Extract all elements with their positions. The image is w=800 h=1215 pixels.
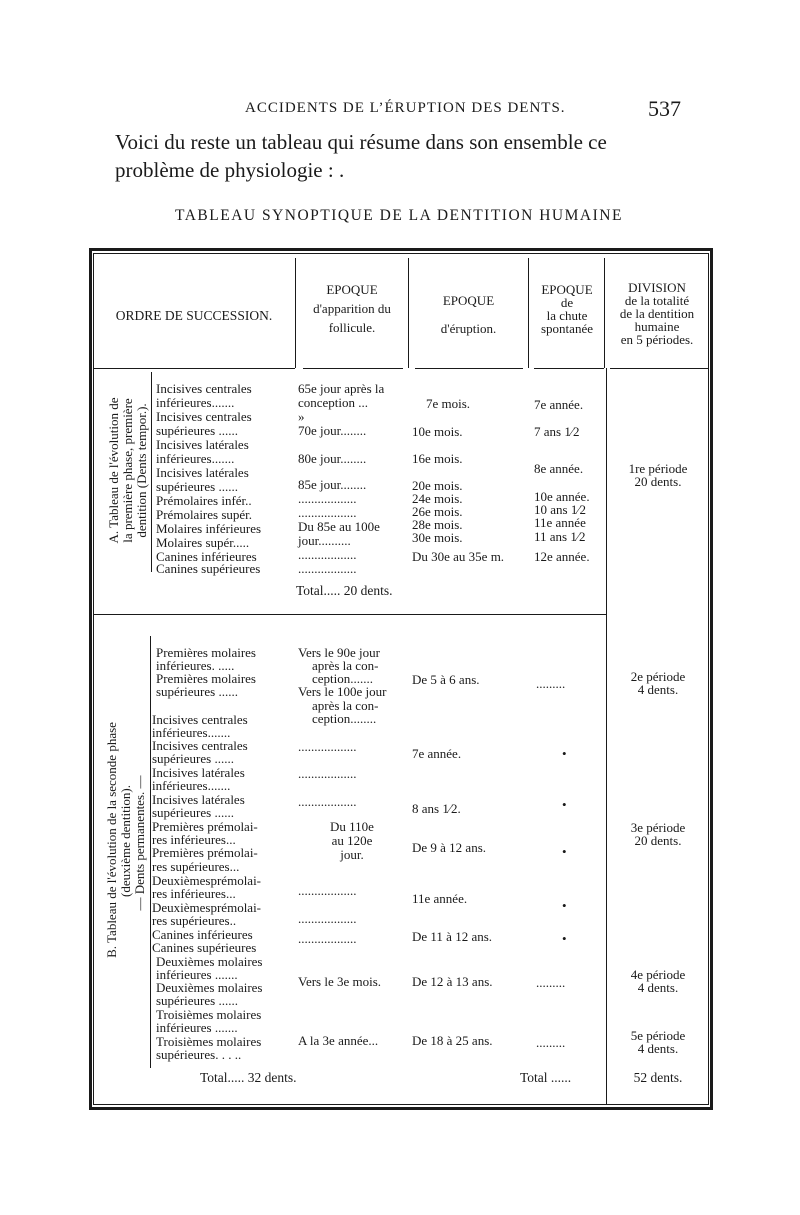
a-tooth-3: Incisives centrales [156,409,252,424]
b-total: Total..... 32 dents. [200,1070,297,1085]
table-title: TABLEAU SYNOPTIQUE DE LA DENTITION HUMAINE [175,207,623,224]
b-tooth-17: Deuxièmesprémolai- [152,873,262,888]
header-rule-b [303,368,403,369]
a-division-count: 20 dents. [634,474,682,489]
b-follicule-12: jour. [340,847,364,862]
b-tooth-10: inférieures....... [152,778,231,793]
b-tooth-23: Deuxièmes molaires [156,954,263,969]
a-tooth-11: Molaires inférieures [156,521,262,536]
b-tooth-14: res inférieures... [152,832,236,847]
b-follicule-16: Vers le 3e mois. [298,974,382,989]
header-rule-e [610,368,708,369]
b-chute-4: • [562,844,567,859]
a-eruption-9: Du 30e au 35e m. [412,549,505,564]
b-follicule-6: ception........ [312,711,377,726]
b-chute-6: • [562,931,567,946]
b-tooth-24: inférieures ....... [156,967,238,982]
col-head-division-2: de la totalité [624,293,690,308]
header-rule-c [415,368,523,369]
b-tooth-4: supérieures ...... [156,684,238,699]
b-tooth-25: Deuxièmes molaires [156,980,263,995]
b-follicule-11: au 120e [331,833,373,848]
b-tooth-9: Incisives latérales [152,765,245,780]
b-chute-2: • [562,746,567,761]
a-eruption-8: 30e mois. [412,530,463,545]
b-chute-1: ......... [536,676,566,691]
col-rule-2-header [408,258,409,368]
b-tooth-3: Premières molaires [156,671,256,686]
b-tooth-18: res inférieures... [152,886,236,901]
a-eruption-6: 26e mois. [412,504,463,519]
a-chute-8: 12e année. [534,549,590,564]
b-tooth-6: inférieures....... [152,725,231,740]
b-division-5-period: 5e période [630,1028,686,1043]
col-head-chute-3: la chute [546,308,588,323]
b-tooth-29: Troisièmes molaires [156,1034,262,1049]
col-head-eruption-1: EPOQUE [442,293,495,308]
a-eruption-3: 16e mois. [412,451,463,466]
b-division-5-count: 4 dents. [637,1041,679,1056]
b-eruption-3: 8 ans 1⁄2. [412,801,461,816]
b-follicule-14: .................. [298,911,357,926]
a-chute-7: 11 ans 1⁄2 [534,529,586,544]
col-head-follicule-1: EPOQUE [326,282,378,297]
b-tooth-28: inférieures ....... [156,1020,238,1035]
b-follicule-2: après la con- [312,658,379,673]
col-head-eruption-2: d'éruption. [440,321,497,336]
col-head-follicule-2: d'apparition du [313,301,391,316]
a-follicule-7: .................. [298,491,357,506]
b-follicule-9: .................. [298,794,357,809]
b-eruption-5: 11e année. [412,891,468,906]
b-tooth-7: Incisives centrales [152,738,248,753]
a-chute-6: 11e année [534,515,586,530]
running-title: ACCIDENTS DE L’ÉRUPTION DES DENTS. [245,100,566,116]
grand-total-value: 52 dents. [633,1070,683,1085]
a-division-period: 1re période [628,461,688,476]
b-eruption-1: De 5 à 6 ans. [412,672,480,687]
b-tooth-30: supérieures. . . .. [156,1047,242,1062]
b-tooth-2: inférieures. ..... [156,658,235,673]
a-follicule-4: 70e jour........ [298,423,367,438]
a-tooth-10: Prémolaires supér. [156,507,253,522]
a-total: Total..... 20 dents. [296,583,393,598]
b-division-4-count: 4 dents. [637,980,679,995]
b-division-3-count: 20 dents. [634,833,682,848]
intro-line-2: problème de physiologie : . [115,158,345,182]
a-tooth-7: Incisives latérales [156,465,249,480]
a-tooth-12: Molaires supér..... [156,535,250,550]
col-head-division-5: en 5 périodes. [620,332,694,347]
b-tooth-21: Canines inférieures [152,927,253,942]
b-division-2-count: 4 dents. [637,682,679,697]
col-head-ordre: ORDRE DE SUCCESSION. [115,308,273,323]
a-tooth-6: inférieures....... [156,451,235,466]
a-tooth-9: Prémolaires infér.. [156,493,252,508]
b-follicule-5: après la con- [312,698,379,713]
a-follicule-8: .................. [298,505,357,520]
a-chute-5: 10 ans 1⁄2 [534,502,586,517]
a-eruption-7: 28e mois. [412,517,463,532]
b-follicule-4: Vers le 100e jour [298,684,387,699]
b-eruption-2: 7e année. [412,746,462,761]
a-tooth-2: inférieures....... [156,395,235,410]
b-follicule-3: ception....... [312,671,374,686]
b-division-4-period: 4e période [630,967,686,982]
section-b-label-2: (deuxième dentition). [118,785,133,897]
b-tooth-20: res supérieures.. [152,913,237,928]
a-follicule-9: Du 85e au 100e [298,519,380,534]
b-follicule-10: Du 110e [330,819,374,834]
a-follicule-10: jour.......... [298,533,351,548]
a-follicule-1: 65e jour après la [298,381,385,396]
b-follicule-1: Vers le 90e jour [298,645,380,660]
a-tooth-4: supérieures ...... [156,423,238,438]
section-divider [93,614,606,615]
b-eruption-7: De 12 à 13 ans. [412,974,493,989]
b-tooth-8: supérieures ...... [152,751,234,766]
a-follicule-12: .................. [298,561,357,576]
a-follicule-6: 85e jour........ [298,477,367,492]
section-a-label-2: la première phase, première [120,398,135,543]
b-tooth-1: Premières molaires [156,645,256,660]
a-tooth-14: Canines supérieures [156,561,261,576]
b-tooth-15: Premières prémolai- [152,845,258,860]
b-division-3-period: 3e période [630,820,686,835]
b-tooth-11: Incisives latérales [152,792,245,807]
a-follicule-11: .................. [298,547,357,562]
section-a-label-3: dentition (Dents tempor.). [134,403,149,538]
b-follicule-7: .................. [298,739,357,754]
a-follicule-2: conception ... [298,395,369,410]
b-tooth-5: Incisives centrales [152,712,248,727]
a-eruption-5: 24e mois. [412,491,463,506]
b-chute-8: ......... [536,1035,566,1050]
b-follicule-17: A la 3e année... [298,1033,379,1048]
col-head-chute-2: de [560,295,574,310]
b-tooth-16: res supérieures... [152,859,240,874]
section-a-brace-line [151,372,152,572]
col-head-follicule-3: follicule. [328,320,376,335]
a-chute-4: 10e année. [534,489,590,504]
b-eruption-6: De 11 à 12 ans. [412,929,493,944]
b-tooth-26: supérieures ...... [156,993,238,1008]
col-head-division-4: humaine [634,319,680,334]
b-tooth-22: Canines supérieures [152,940,257,955]
a-tooth-5: Incisives latérales [156,437,249,452]
col-head-chute-1: EPOQUE [541,282,593,297]
section-b-brace-line [150,636,151,1068]
section-b-label-1: B. Tableau de l'évolution de la seconde phase [104,722,119,958]
b-chute-7: ......... [536,975,566,990]
b-eruption-8: De 18 à 25 ans. [412,1033,493,1048]
b-tooth-12: supérieures ...... [152,805,234,820]
col-head-division-1: DIVISION [628,280,686,295]
col-head-chute-4: spontanée [541,321,593,336]
a-tooth-13: Canines inférieures [156,549,257,564]
a-tooth-8: supérieures ...... [156,479,238,494]
b-chute-5: • [562,898,567,913]
b-division-2-period: 2e période [630,669,686,684]
b-tooth-13: Premières prémolai- [152,819,258,834]
section-b-label-3: — Dents permanentes. — [132,775,147,911]
intro-line-1: Voici du reste un tableau qui résume dans son ensemble ce [115,130,607,154]
a-chute-3: 8e année. [534,461,584,476]
b-tooth-27: Troisièmes molaires [156,1007,262,1022]
b-eruption-4: De 9 à 12 ans. [412,840,487,855]
a-tooth-1: Incisives centrales [156,381,252,396]
a-follicule-5: 80e jour........ [298,451,367,466]
b-follicule-8: .................. [298,766,357,781]
a-eruption-1: 7e mois. [426,396,471,411]
page-number: 537 [648,96,681,121]
a-chute-2: 7 ans 1⁄2 [534,424,580,439]
b-follicule-15: .................. [298,931,357,946]
a-eruption-4: 20e mois. [412,478,463,493]
col-head-division-3: de la dentition [619,306,695,321]
b-chute-3: • [562,797,567,812]
a-chute-1: 7e année. [534,397,584,412]
a-eruption-2: 10e mois. [412,424,463,439]
a-follicule-3: » [298,409,305,424]
section-a-label-1: A. Tableau de l'évolution de [106,397,121,544]
header-rule-d [534,368,604,369]
b-tooth-19: Deuxièmesprémolai- [152,900,262,915]
grand-total-label: Total ...... [520,1070,572,1085]
b-follicule-13: .................. [298,883,357,898]
